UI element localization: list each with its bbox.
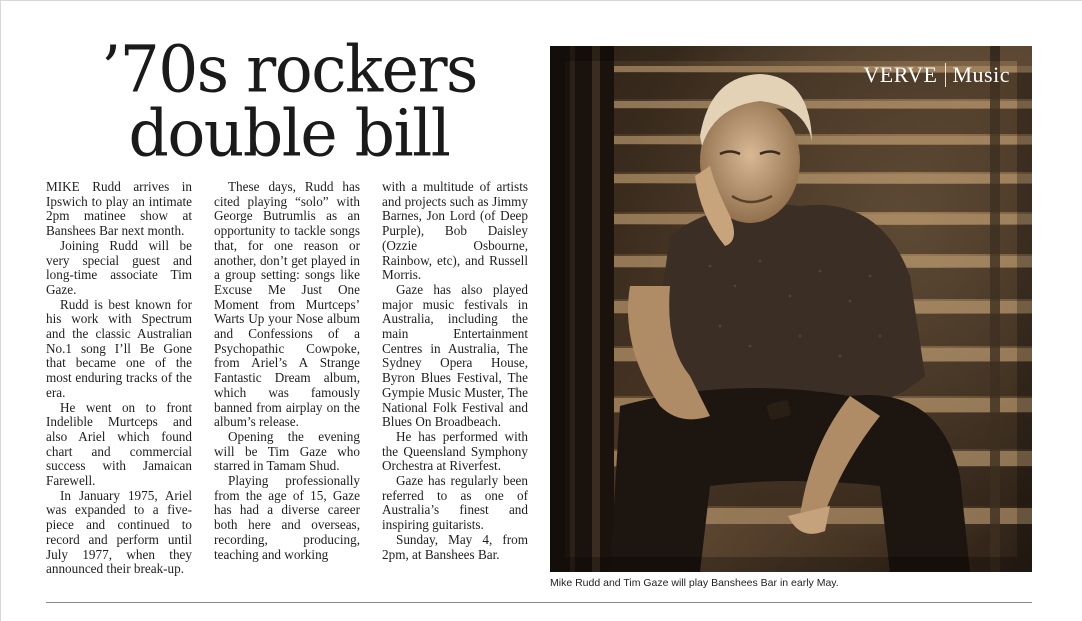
- section-label-music: Music: [952, 62, 1010, 87]
- headline: [46, 31, 532, 172]
- article-column-3: [382, 180, 528, 562]
- section-label-verve: VERVE: [863, 62, 938, 87]
- paragraph: These days, Rudd has cited playing “solo” with George Butrumlis as an opportunity to tackle songs that, for one reason or another, don’t get played in a group setting: songs like Excuse Me Just One Moment from Murtceps’ Warts Up your Nose album and Confessions of a Psychopathic Cowpoke, from Ariel’s A Strange Fantastic Dream album, which was famously banned from airplay on the album’s release.: [214, 179, 360, 430]
- paragraph: He went on to front Indelible Murtceps and also Ariel which found chart and commercial success with Jamaican Farewell.: [46, 399, 192, 489]
- page-top-border: [0, 0, 1082, 1]
- paragraph: Joining Rudd will be very special guest and long-time associate Tim Gaze.: [46, 237, 192, 297]
- section-label-divider: [945, 63, 946, 87]
- paragraph: Gaze has also played major music festivals in Australia, including the main Entertainment Centres in Australia, The Sydney Opera House, Byron Blues Festival, The Gympie Music Muster, The National Folk Festival and Blues On Broadbeach.: [382, 281, 528, 430]
- photo-illustration: [550, 46, 1032, 572]
- paragraph: He has performed with the Queensland Symphony Orchestra at Riverfest.: [382, 428, 528, 474]
- section-label: [863, 62, 1010, 88]
- paragraph: Rudd is best known for his work with Spectrum and the classic Australian No.1 song I’ll Be Gone that became one of the most enduring tracks of the era.: [46, 296, 192, 400]
- photo-caption: Mike Rudd and Tim Gaze will play Banshees Bar in early May.: [550, 577, 839, 589]
- paragraph: Opening the evening will be Tim Gaze who starred in Tamam Shud.: [214, 428, 360, 474]
- page-left-border: [0, 0, 1, 621]
- headline-line-1: ’70s rockers: [101, 31, 477, 108]
- paragraph: MIKE Rudd arrives in Ipswich to play an intimate 2pm matinee show at Banshees Bar next month.: [46, 179, 192, 239]
- paragraph: Sunday, May 4, from 2pm, at Banshees Bar.: [382, 531, 528, 562]
- paragraph: with a multitude of artists and projects such as Jimmy Barnes, Jon Lord (of Deep Purple), Bob Daisley (Ozzie Osbourne, Rainbow, etc), and Russell Morris.: [382, 179, 528, 283]
- article-photo: [550, 46, 1032, 572]
- paragraph: In January 1975, Ariel was expanded to a five-piece and continued to record and perform until July 1977, when they announced their break-up.: [46, 487, 192, 577]
- headline-line-2: double bill: [128, 95, 450, 172]
- article-column-1: [46, 180, 192, 577]
- bottom-rule: [46, 602, 1032, 603]
- article-column-2: [214, 180, 360, 562]
- paragraph: Gaze has regularly been referred to as one of Australia’s finest and inspiring guitarists.: [382, 473, 528, 533]
- paragraph: Playing professionally from the age of 15, Gaze has had a diverse career both here and overseas, recording, producing, teaching and working: [214, 473, 360, 562]
